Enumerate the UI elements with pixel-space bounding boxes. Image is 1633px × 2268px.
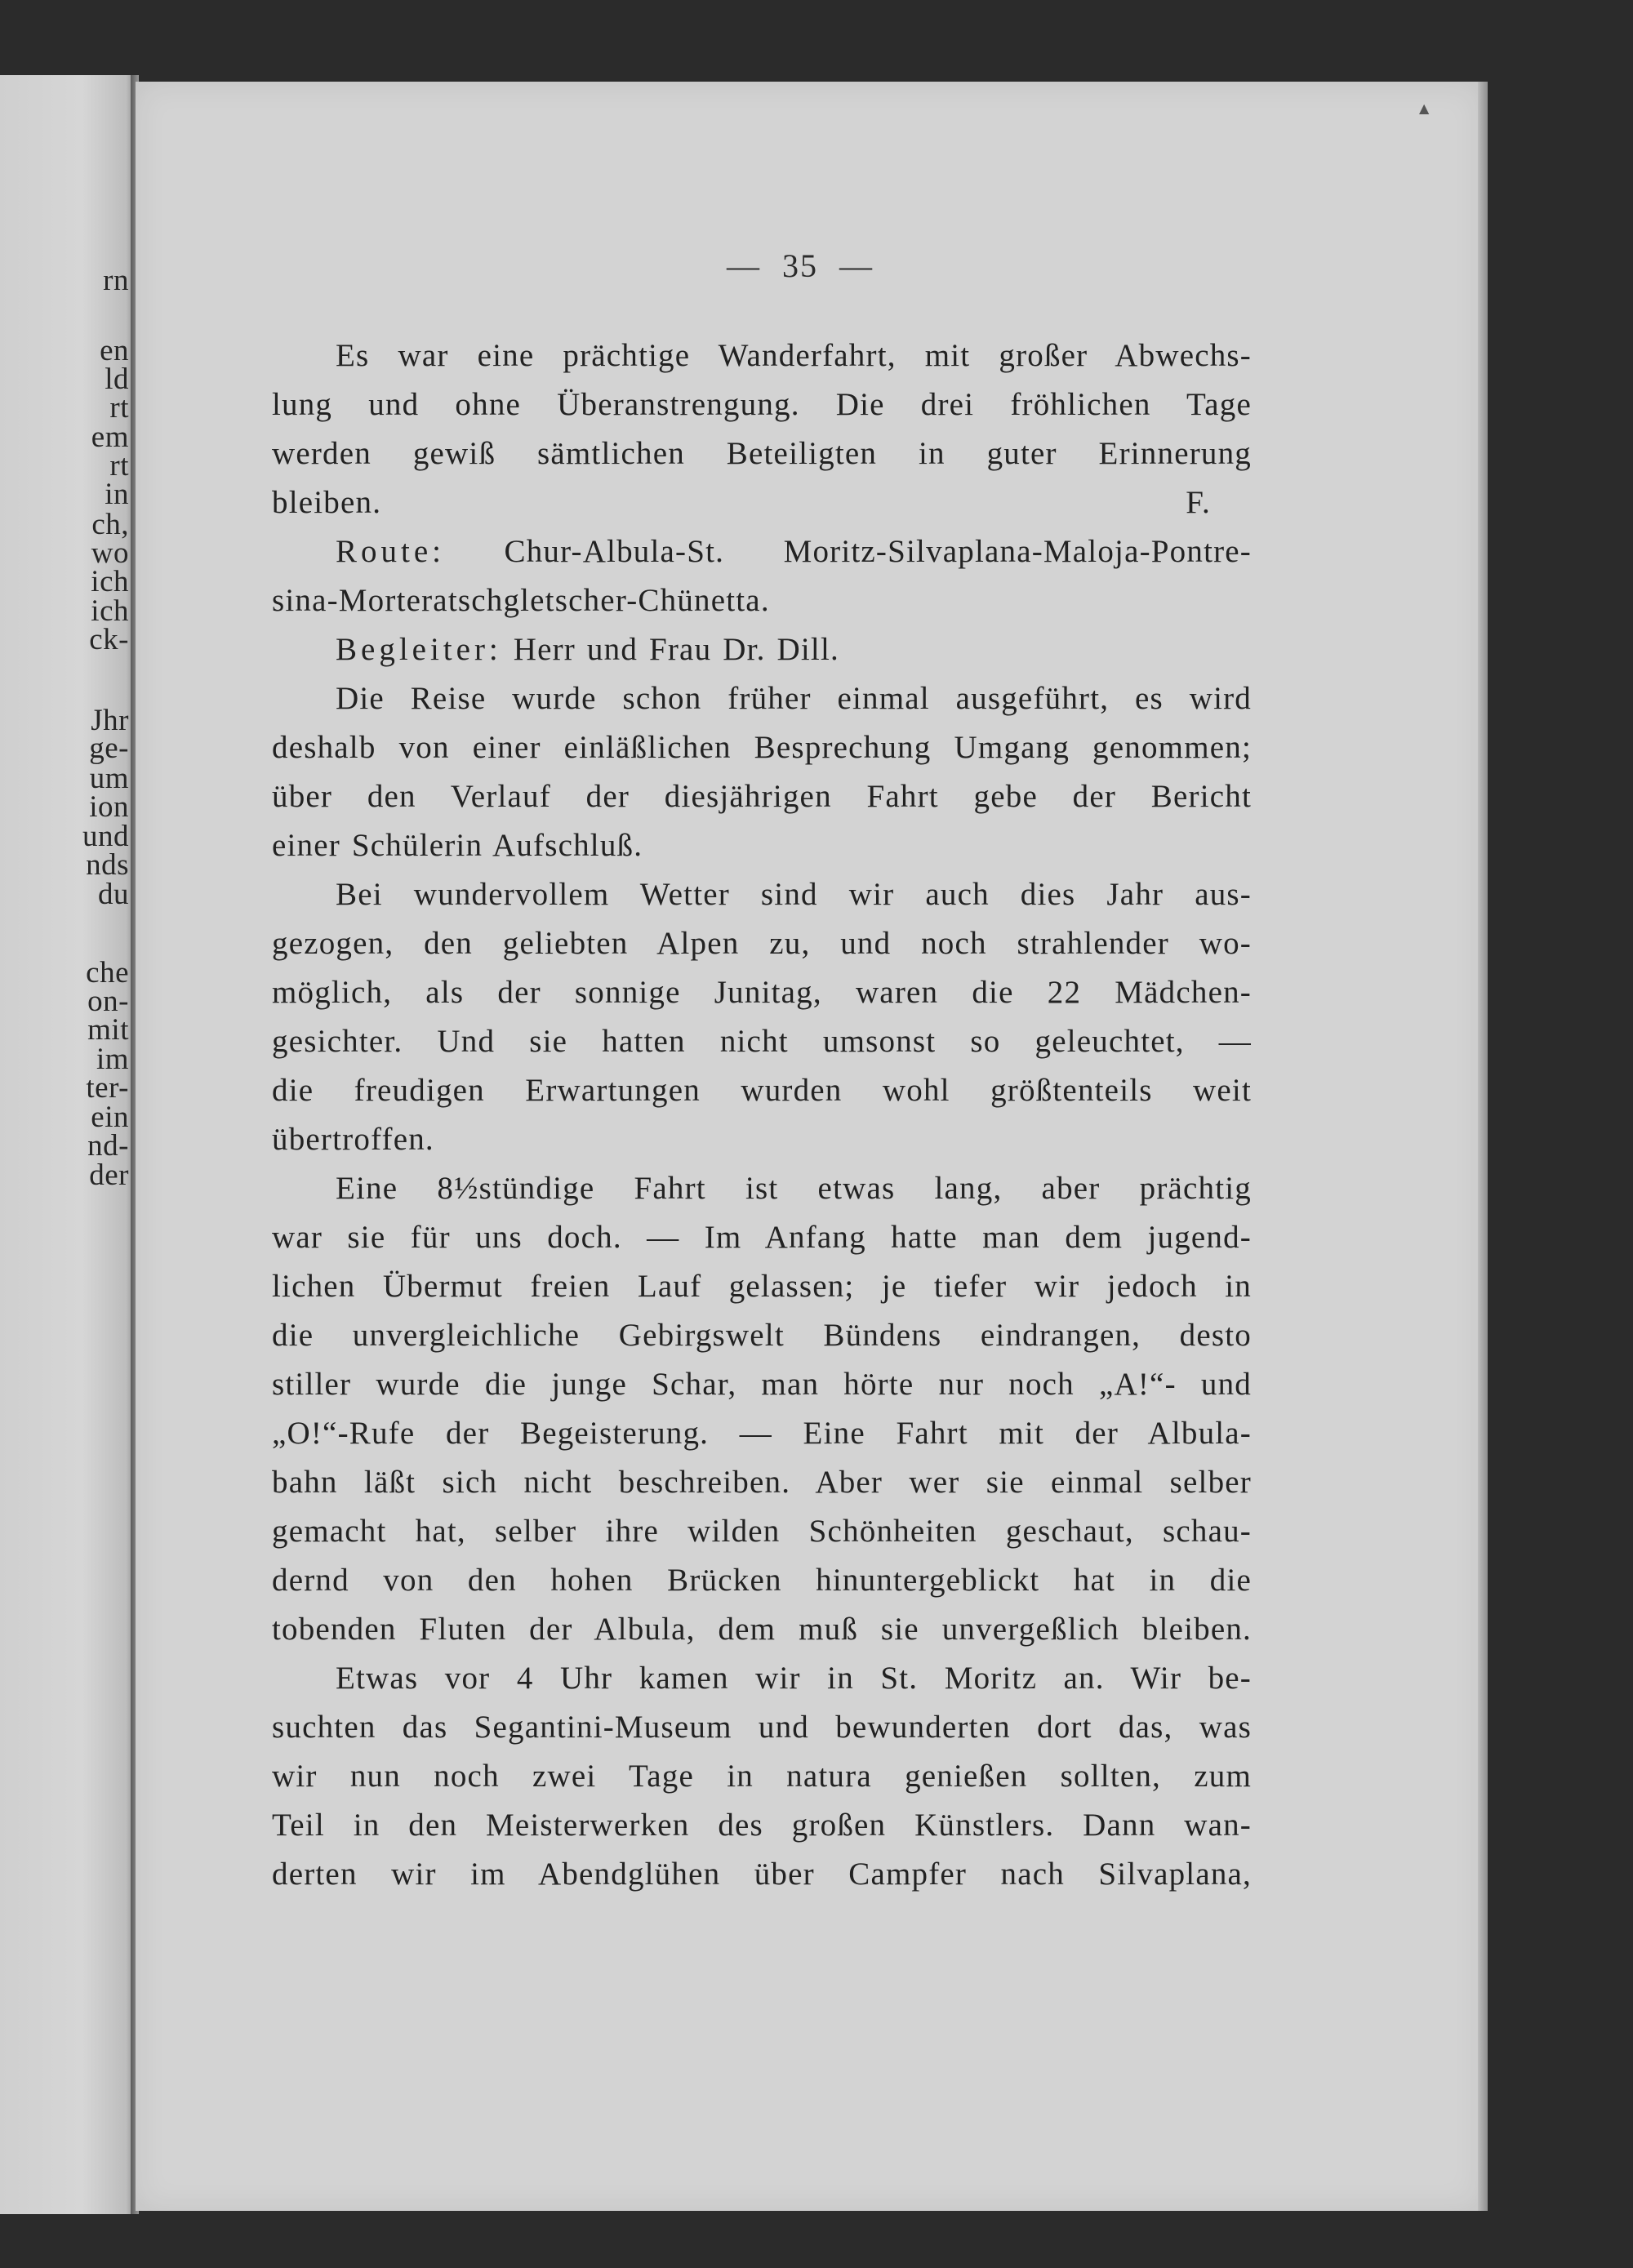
text-line (272, 1654, 1252, 1703)
page-number-header (0, 247, 1617, 285)
text-line (272, 919, 1252, 968)
text-line-content: Teil in den Meisterwerken des großen Künstlers. Dann wan- (272, 1808, 1252, 1843)
text-line (272, 527, 1252, 576)
text-line (272, 1409, 1252, 1458)
facing-page-text-fragments (0, 75, 137, 2214)
text-line (272, 1850, 1252, 1899)
paragraph (272, 331, 1252, 527)
text-line-content: „O!“-Rufe der Begeisterung. — Eine Fahrt mit der Albula- (272, 1416, 1252, 1451)
text-line (272, 429, 1252, 478)
text-line (272, 968, 1252, 1017)
text-line-content: lung und ohne Überanstrengung. Die drei fröhlichen Tage (272, 387, 1252, 422)
text-line (272, 1360, 1252, 1409)
text-line-content: über den Verlauf der diesjährigen Fahrt gebe der Bericht (272, 779, 1252, 814)
facing-page-left (0, 75, 137, 2214)
text-line-content: bleiben. (272, 485, 382, 520)
text-line-content: tobenden Fluten der Albula, dem muß sie unvergeßlich bleiben. (272, 1612, 1252, 1647)
text-line-content: Chur-Albula-St. Moritz-Silvaplana-Maloja-Pontre- (445, 534, 1252, 569)
facing-page-fragment: ein (91, 1101, 129, 1134)
text-line (272, 1752, 1252, 1801)
text-line (272, 1703, 1252, 1752)
facing-page-fragment: ld (105, 362, 129, 396)
facing-page-fragment: em (91, 420, 129, 454)
text-line-content: war sie für uns doch. — Im Anfang hatte man dem jugend- (272, 1220, 1252, 1255)
facing-page-fragment: Jhr (91, 704, 129, 737)
facing-page-fragment: und (82, 820, 129, 853)
text-line (272, 1213, 1252, 1262)
signature-initial: F. (1186, 485, 1211, 520)
text-line (272, 1164, 1252, 1213)
text-line-content: bahn läßt sich nicht beschreiben. Aber wer sie einmal selber (272, 1465, 1252, 1500)
text-line-last (272, 576, 1252, 625)
text-line-content: möglich, als der sonnige Junitag, waren die 22 Mädchen- (272, 975, 1252, 1010)
text-line-content: dernd von den hohen Brücken hinuntergeblickt hat in die (272, 1563, 1252, 1598)
text-line-content: Eine 8½stündige Fahrt ist etwas lang, aber prächtig (336, 1171, 1252, 1206)
text-line-content: gemacht hat, selber ihre wilden Schönheiten geschaut, schau- (272, 1514, 1252, 1549)
body-text (272, 331, 1252, 1899)
text-line-last (272, 625, 1252, 674)
facing-page-fragment: ck- (89, 623, 129, 656)
paragraph-label: Route: (336, 534, 445, 569)
text-line-content: Bei wundervollem Wetter sind wir auch dies Jahr aus- (336, 877, 1252, 912)
text-line (272, 1311, 1252, 1360)
text-line-content: wir nun noch zwei Tage in natura genießen sollten, zum (272, 1759, 1252, 1794)
facing-page-fragment: che (86, 956, 129, 989)
facing-page-fragment: rt (109, 449, 129, 483)
page-number-dash-left: — (727, 247, 761, 284)
paragraph (272, 527, 1252, 625)
facing-page-fragment: ge- (89, 732, 129, 765)
facing-page-fragment: ich (91, 565, 129, 598)
text-line (272, 1262, 1252, 1311)
text-line (272, 1017, 1252, 1066)
text-line (272, 772, 1252, 821)
facing-page-fragment: rn (103, 264, 129, 297)
text-line (272, 1458, 1252, 1507)
text-line-content: gezogen, den geliebten Alpen zu, und noch strahlender wo- (272, 926, 1252, 961)
paragraph-label: Begleiter: (336, 632, 502, 667)
text-line (272, 380, 1252, 429)
text-line (272, 1605, 1252, 1654)
facing-page-fragment: wo (91, 536, 129, 570)
facing-page-fragment: on- (87, 985, 129, 1018)
text-line (272, 870, 1252, 919)
text-line-content: suchten das Segantini-Museum und bewunderten dort das, was (272, 1710, 1252, 1745)
text-line-content: die freudigen Erwartungen wurden wohl größtenteils weit (272, 1073, 1252, 1108)
page-speck-mark: ▲ (1419, 100, 1430, 116)
text-line-content: übertroffen. (272, 1122, 434, 1157)
text-line-content: gesichter. Und sie hatten nicht umsonst so geleuchtet, — (272, 1024, 1252, 1059)
text-line-content: derten wir im Abendglühen über Campfer nach Silvaplana, (272, 1857, 1252, 1892)
text-line (272, 1507, 1252, 1556)
text-line (272, 723, 1252, 772)
facing-page-fragment: ter- (86, 1071, 129, 1105)
text-line (272, 1801, 1252, 1850)
facing-page-fragment: nd- (87, 1129, 129, 1163)
text-line-content: sina-Morteratschgletscher-Chünetta. (272, 583, 770, 618)
text-line (272, 331, 1252, 380)
text-line-content: Herr und Frau Dr. Dill. (501, 632, 839, 667)
facing-page-fragment: nds (86, 848, 129, 882)
text-line-content: werden gewiß sämtlichen Beteiligten in guter Erinnerung (272, 436, 1252, 471)
page-edge-shadow (1478, 82, 1488, 2211)
text-line-content: Es war eine prächtige Wanderfahrt, mit großer Abwechs- (336, 338, 1252, 373)
text-line-content: lichen Übermut freien Lauf gelassen; je tiefer wir jedoch in (272, 1269, 1252, 1304)
paragraph (272, 870, 1252, 1164)
text-line (272, 1066, 1252, 1115)
text-line-last (272, 821, 1252, 870)
text-line-content: die unvergleichliche Gebirgswelt Bündens eindrangen, desto (272, 1318, 1252, 1353)
facing-page-fragment: en (100, 334, 129, 367)
paragraph (272, 1164, 1252, 1654)
facing-page-fragment: um (89, 762, 129, 795)
facing-page-fragment: ich (91, 594, 129, 628)
page-number: 35 (782, 247, 818, 284)
facing-page-fragment: ion (89, 790, 129, 824)
facing-page-fragment: rt (109, 391, 129, 425)
page-number-dash-right: — (839, 247, 874, 284)
facing-page-fragment: der (89, 1158, 129, 1192)
paragraph (272, 1654, 1252, 1899)
text-line-last (272, 1115, 1252, 1164)
text-line-content: deshalb von einer einläßlichen Besprechung Umgang genommen; (272, 730, 1252, 765)
facing-page-fragment: du (98, 878, 129, 911)
facing-page-fragment: mit (87, 1013, 129, 1047)
text-line-content: Die Reise wurde schon früher einmal ausgeführt, es wird (336, 681, 1252, 716)
text-line-content: Etwas vor 4 Uhr kamen wir in St. Moritz an. Wir be- (336, 1661, 1252, 1696)
text-line (272, 1556, 1252, 1605)
paragraph (272, 674, 1252, 870)
facing-page-fragment: im (96, 1043, 129, 1076)
text-line (272, 674, 1252, 723)
text-line-last (272, 478, 1252, 527)
text-line-content: stiller wurde die junge Schar, man hörte nur noch „A!“- und (272, 1367, 1252, 1402)
text-line-content: einer Schülerin Aufschluß. (272, 828, 643, 863)
facing-page-fragment: ch, (91, 508, 129, 541)
paragraph (272, 625, 1252, 674)
facing-page-fragment: in (105, 478, 129, 511)
